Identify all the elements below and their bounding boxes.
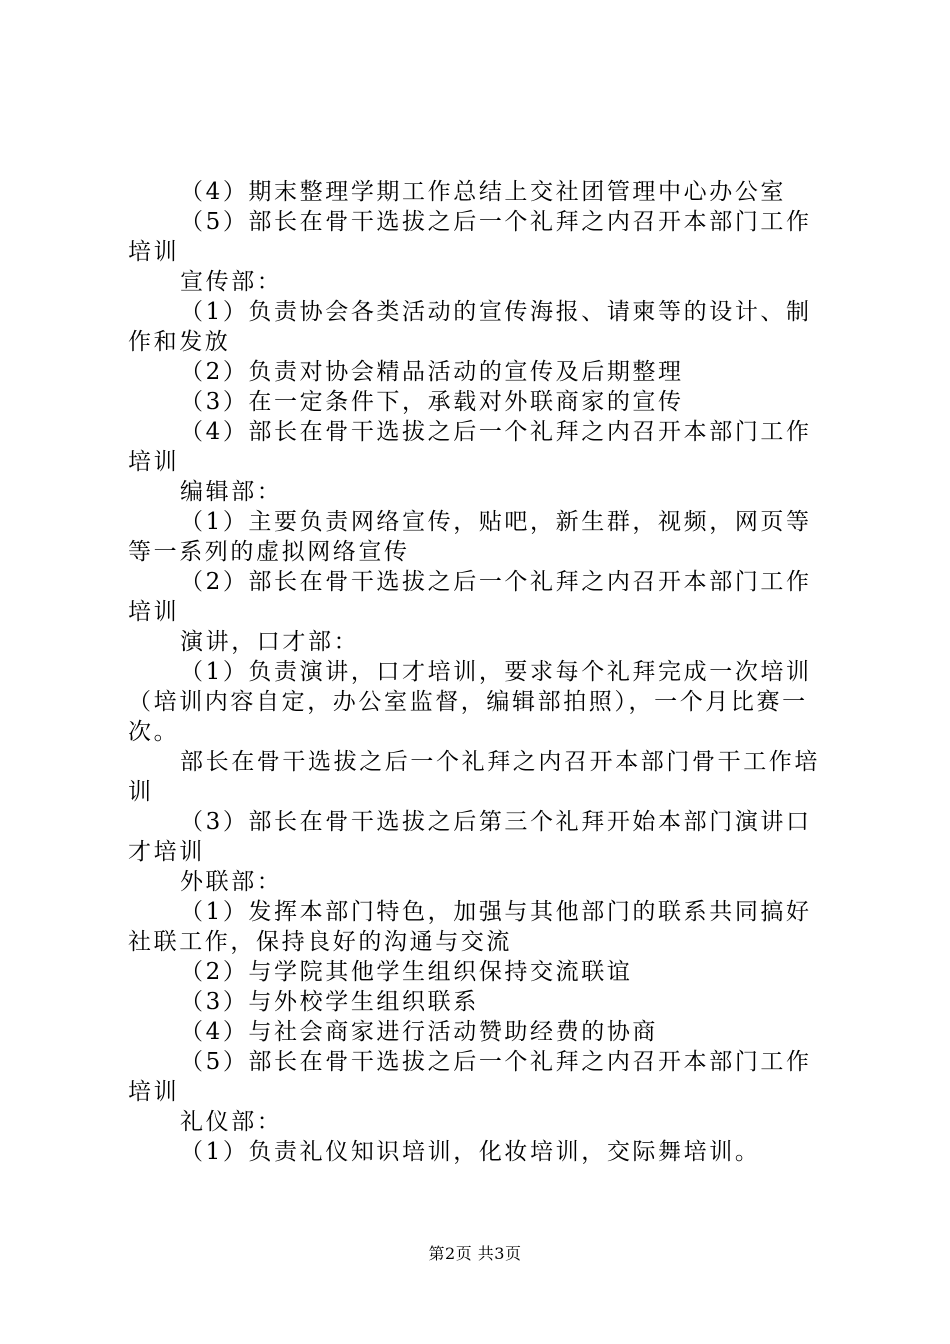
paragraph: （1）负责演讲，口才培训，要求每个礼拜完成一次培训（培训内容自定，办公室监督，编辑部拍照），一个月比赛一次。 xyxy=(128,659,812,745)
paragraph: （1）负责礼仪知识培训，化妆培训，交际舞培训。 xyxy=(180,1139,761,1165)
section-heading: 编辑部： xyxy=(180,479,283,505)
paragraph: （2）与学院其他学生组织保持交流联谊 xyxy=(180,959,633,985)
paragraph: （1）负责协会各类活动的宣传海报、请柬等的设计、制作和发放 xyxy=(128,299,812,355)
section-heading: 外联部： xyxy=(180,869,283,895)
page-number-footer: 第2页 共3页 xyxy=(428,1244,522,1263)
paragraph: （5）部长在骨干选拔之后一个礼拜之内召开本部门工作培训 xyxy=(128,1049,812,1105)
paragraph: （1）发挥本部门特色，加强与其他部门的联系共同搞好社联工作，保持良好的沟通与交流 xyxy=(128,899,812,955)
paragraph: （4）与社会商家进行活动赞助经费的协商 xyxy=(180,1019,659,1045)
paragraph: （3）与外校学生组织联系 xyxy=(180,989,479,1015)
paragraph: （3）部长在骨干选拔之后第三个礼拜开始本部门演讲口才培训 xyxy=(128,809,812,865)
section-heading: 宣传部： xyxy=(180,269,283,295)
paragraph: （4）部长在骨干选拔之后一个礼拜之内召开本部门工作培训 xyxy=(128,419,812,475)
paragraph: （5）部长在骨干选拔之后一个礼拜之内召开本部门工作培训 xyxy=(128,209,812,265)
paragraph: （2）负责对协会精品活动的宣传及后期整理 xyxy=(180,359,684,385)
paragraph: （1）主要负责网络宣传，贴吧，新生群，视频，网页等等一系列的虚拟网络宣传 xyxy=(128,509,812,565)
paragraph: 部长在骨干选拔之后一个礼拜之内召开本部门骨干工作培训 xyxy=(128,749,820,805)
section-heading: 礼仪部： xyxy=(180,1109,283,1135)
paragraph: （4）期末整理学期工作总结上交社团管理中心办公室 xyxy=(180,179,787,205)
section-heading: 演讲，口才部： xyxy=(180,629,360,655)
paragraph: （3）在一定条件下，承载对外联商家的宣传 xyxy=(180,389,684,415)
paragraph: （2）部长在骨干选拔之后一个礼拜之内召开本部门工作培训 xyxy=(128,569,812,625)
document-body xyxy=(128,177,832,1167)
